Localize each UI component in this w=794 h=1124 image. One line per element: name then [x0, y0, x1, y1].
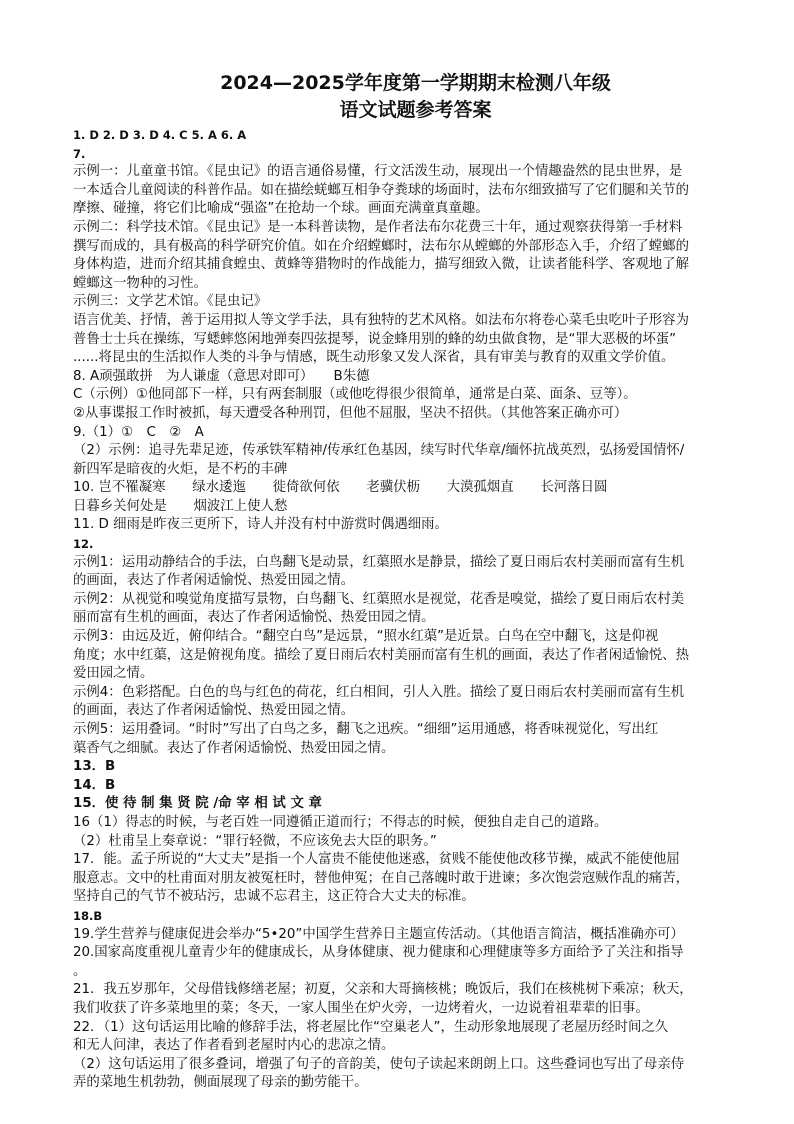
answer-line: C（示例）①他同部下一样，只有两套制服（或他吃得很少很简单，通常是白菜、面条、豆等）。	[73, 387, 637, 403]
answer-line: 螳螂这一物种的习性。	[73, 275, 207, 291]
answer-line: （2）示例：追寻先辈足迹，传承铁军精神/传承红色基因，续写时代华章/缅怀抗战英烈，弘扬爱国情怀/	[73, 443, 685, 459]
answer-line: 示例二：科学技术馆。《昆虫记》是一本科普读物，是作者法布尔花费三十年，通过观察获得第一手材料	[73, 219, 683, 235]
page-subtitle: 语文试题参考答案	[339, 99, 492, 121]
answer-line: 丽而富有生机的画面，表达了作者闲适愉悦、热爱田园之情。	[73, 610, 435, 626]
answer-line: 示例1：运用动静结合的手法，白鸟翻飞是动景，红蕖照水是静景，描绘了夏日雨后农村美丽而富有生机	[73, 554, 685, 570]
answer-line: 19.学生营养与健康促进会举办“5•20”中国学生营养日主题宣传活动。（其他语言简洁，概括准确亦可）	[73, 926, 684, 942]
answer-line: （2）杜甫呈上奏章说：“罪行轻微，不应该免去大臣的职务。”	[73, 833, 437, 849]
answer-line: 日暮乡关何处是 烟波江上使人愁	[73, 498, 288, 514]
answer-line: 。	[73, 963, 87, 979]
answer-line: 我们收获了许多菜地里的菜；冬天，一家人围坐在炉火旁，一边烤着火，一边说着祖辈辈的旧事。	[73, 1000, 649, 1016]
answer-line: 21．我五岁那年，父母借钱修缮老屋；初夏，父亲和大哥摘核桃；晚饭后，我们在核桃树下乘凉；秋天，	[73, 982, 693, 998]
answer-line: 15．使 待 制 集 贤 院 /命 宰 相 试 文 章	[73, 796, 322, 812]
answer-line: 爱田园之情。	[73, 666, 154, 682]
answer-line: 服意志。文中的杜甫面对朋友被冤枉时，替他伸冤；在自己落魄时敢于进谏；多次饱尝寇贼作乱的痛苦，	[73, 870, 689, 886]
answer-line: 示例5：运用叠词。“时时”写出了白鸟之多，翻飞之迅疾。“细细”运用通感，将香味视觉化，写出红	[73, 722, 659, 737]
answer-line: ......将昆虫的生活拟作人类的斗争与情感，既生动形象又发人深省，具有审美与教育的双重文学价值。	[73, 350, 675, 366]
answer-line: 语言优美、抒情，善于运用拟人等文学手法，具有独特的艺术风格。如法布尔将卷心菜毛虫吃叶子形容为	[73, 312, 689, 328]
answer-line: 17．能。孟子所说的“大丈夫”是指一个人富贵不能使他迷惑，贫贱不能使他改移节操，威武不能使他屈	[73, 852, 680, 868]
answer-line: 示例3：由远及近，俯仰结合。“翻空白鸟”是远景，“照水红蕖”是近景。白鸟在空中翻飞，这是仰视	[73, 629, 659, 645]
answer-line: 9.（1）① C ② A	[73, 424, 204, 440]
answer-line: 和无人问津，表达了作者看到老屋时内心的悲凉之情。	[73, 1038, 395, 1054]
answer-line: 新四军是暗夜的火炬，是不朽的丰碑	[73, 461, 288, 477]
answer-line: 7.	[73, 146, 86, 161]
answer-line: 1. D 2. D 3. D 4. C 5. A 6. A	[73, 128, 247, 142]
answer-line: ②从事谍报工作时被抓，每天遭受各种刑罚，但他不屈服，坚决不招供。（其他答案正确亦可）	[73, 405, 628, 421]
answer-line: 一本适合儿童阅读的科普作品。如在描绘蜣螂互相争夺粪球的场面时，法布尔细致描写了它们腿和关节的	[73, 182, 689, 198]
answer-line: 的画面，表达了作者闲适愉悦、热爱田园之情。	[73, 573, 355, 589]
answer-line: 20.国家高度重视儿童青少年的健康成长，从身体健康、视力健康和心理健康等多方面给予了关注和指导	[73, 945, 684, 961]
answer-line: 11. D 细雨是昨夜三更所下，诗人并没有村中游赏时偶遇细雨。	[73, 517, 448, 533]
answer-line: 普鲁士士兵在操练，写蟋蟀悠闲地弹奏四弦提琴，说金蜂用别的蜂的幼虫做食物，是“罪大恶极的坏蛋”	[73, 331, 677, 347]
answer-line: 示例2：从视觉和嗅觉角度描写景物，白鸟翻飞、红蕖照水是视觉，花香是嗅觉，描绘了夏日雨后农村美	[73, 591, 685, 607]
answer-line: 坚持自己的气节不被玷污，忠诚不忘君主，这正符合大丈夫的标准。	[73, 889, 475, 905]
page-title: 2024—2025学年度第一学期期末检测八年级	[220, 72, 611, 94]
answer-line: 8. A顽强敢拼 为人谦虚（意思对即可） B朱德	[73, 368, 370, 384]
answer-line: 撰写而成的，具有极高的科学研究价值。如在介绍螳螂时，法布尔从螳螂的外部形态入手，介绍了螳螂的	[73, 238, 689, 254]
answer-line: 10. 岂不罹凝寒 绿水逶迤 徙倚欲何依 老骥伏枥 大漠孤烟直 长河落日圆	[73, 480, 608, 496]
answer-line: 14．B	[73, 777, 116, 793]
answer-line: 示例一：儿童童书馆。《昆虫记》的语言通俗易懂，行文活泼生动，展现出一个情趣盎然的昆虫世界，是	[73, 164, 683, 180]
answer-line: 蕖香气之细腻。表达了作者闲适愉悦、热爱田园之情。	[73, 740, 395, 756]
answer-line: 13．B	[73, 759, 116, 775]
answer-line: 22．（1）这句话运用比喻的修辞手法，将老屋比作“空巢老人”，生动形象地展现了老屋历经时间之久	[73, 1019, 669, 1035]
answer-line: 示例三：文学艺术馆。《昆虫记》	[73, 294, 268, 310]
answer-line: （2）这句话运用了很多叠词，增强了句子的音韵美，使句子读起来朗朗上口。这些叠词也写出了母亲侍	[73, 1056, 685, 1072]
answer-body	[73, 126, 738, 1093]
answer-line: 示例4：色彩搭配。白色的鸟与红色的荷花，红白相间，引人入胜。描绘了夏日雨后农村美丽而富有生机	[73, 684, 685, 700]
answer-line: 身体构造，进而介绍其捕食蝗虫、黄蜂等猎物时的作战能力，描写细致入微，让读者能科学、客观地了解	[73, 257, 689, 273]
answer-line: 摩擦、碰撞，将它们比喻成“强盗”在抢劫一个球。画面充满童真童趣。	[73, 201, 489, 217]
answer-line: 弄的菜地生机勃勃，侧面展现了母亲的勤劳能干。	[73, 1075, 368, 1091]
answer-line: 的画面，表达了作者闲适愉悦、热爱田园之情。	[73, 703, 355, 719]
answer-line: 角度；水中红蕖，这是俯视角度。描绘了夏日雨后农村美丽而富有生机的画面，表达了作者闲适愉悦、热	[73, 647, 689, 663]
answer-line: 12.	[73, 537, 94, 552]
answer-line: 16（1）得志的时候，与老百姓一同遵循正道而行；不得志的时候，便独自走自己的道路。	[73, 814, 608, 830]
answer-line: 18.B	[73, 908, 103, 923]
